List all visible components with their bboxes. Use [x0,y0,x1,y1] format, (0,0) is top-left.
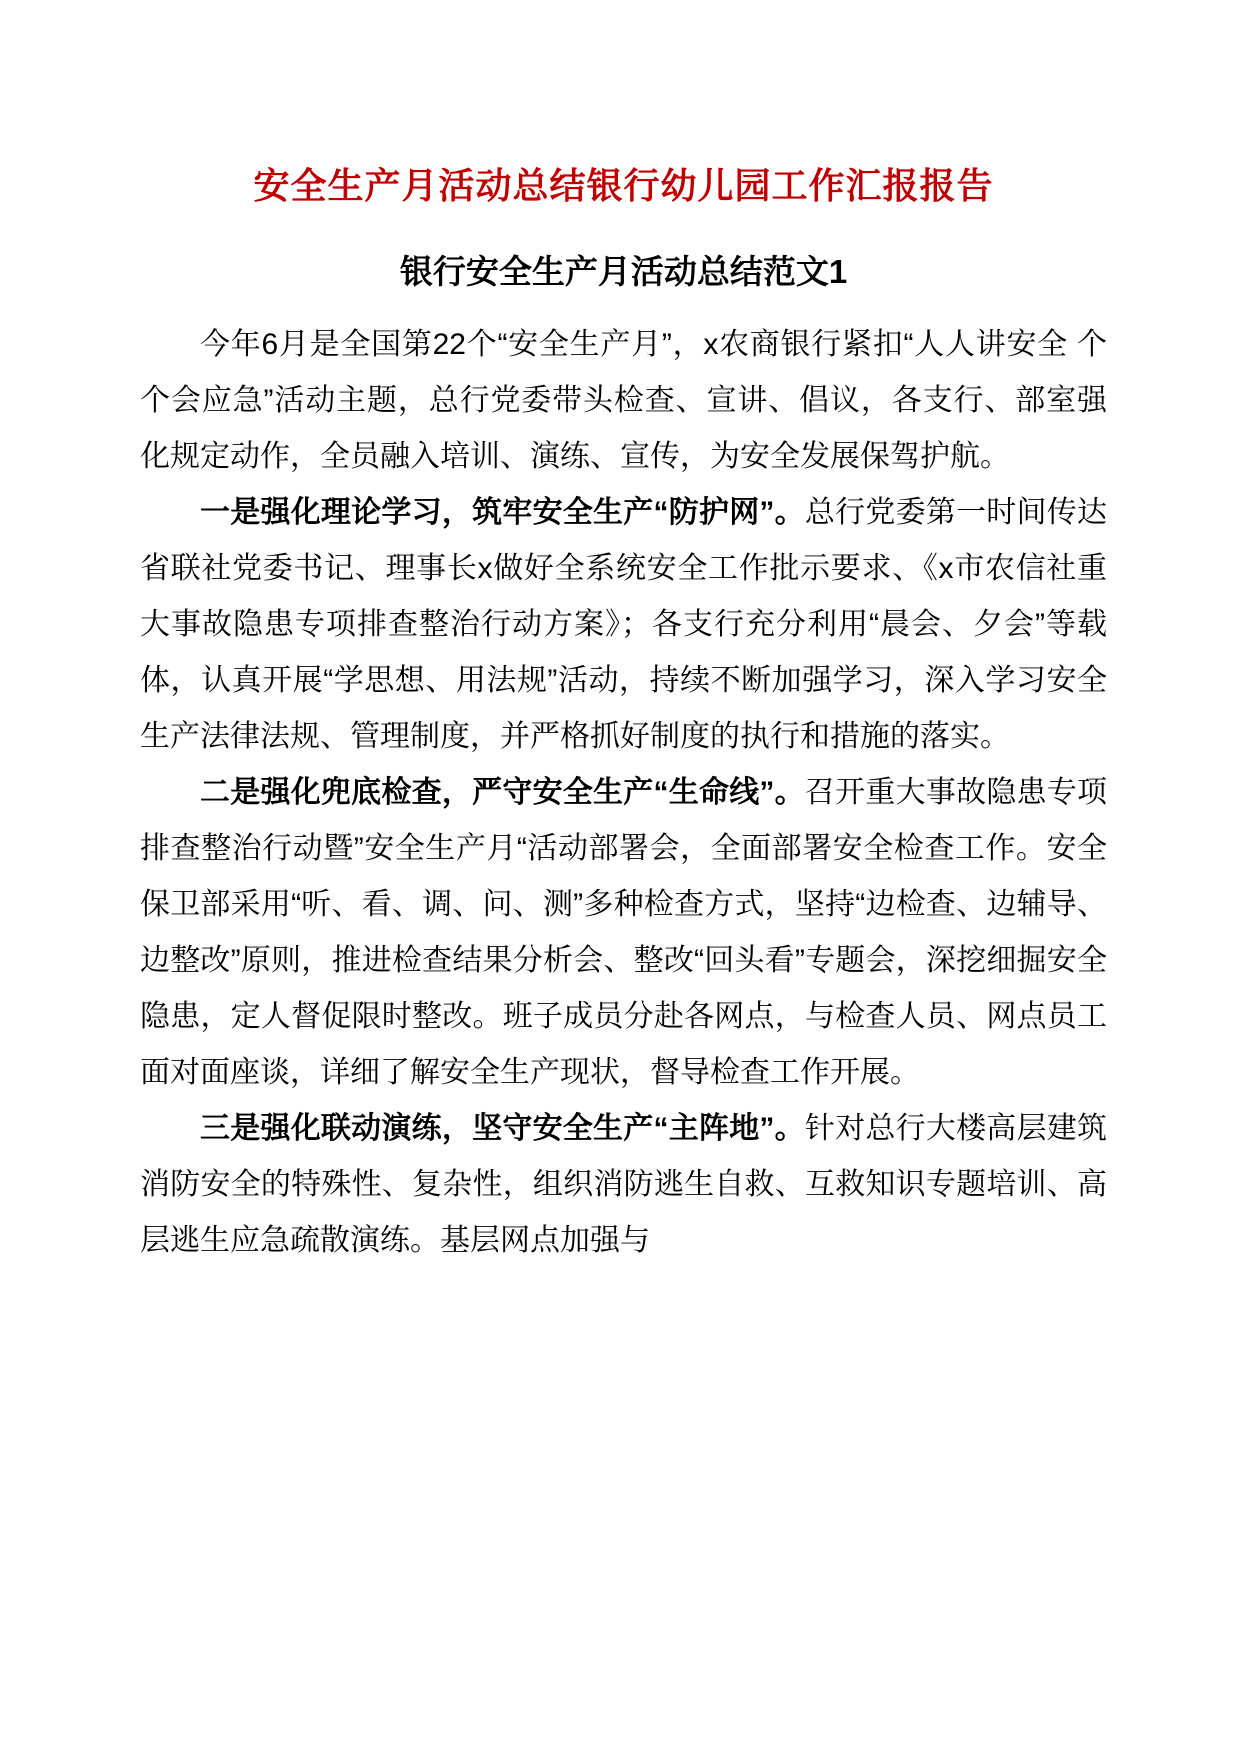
paragraph-point-1 [140,485,1107,765]
paragraph-lead: 三是强化联动演练，坚守安全生产“主阵地”。 [200,1112,805,1145]
paragraph-intro [140,317,1107,485]
paragraph-text: 针对总行大楼高层建筑消防安全的特殊性、复杂性，组织消防逃生自救、互救知识专题培训、高层逃生应急疏散演练。基层网点加强与 [140,1112,1108,1257]
paragraph-lead: 二是强化兜底检查，严守安全生产“生命线”。 [200,776,805,809]
paragraph-point-3 [140,1101,1107,1269]
paragraph-lead: 一是强化理论学习，筑牢安全生产“防护网”。 [200,496,805,529]
paragraph-text: 召开重大事故隐患专项排查整治行动暨”安全生产月“活动部署会，全面部署安全检查工作。安全保卫部采用“听、看、调、问、测”多种检查方式，坚持“边检查、边辅导、边整改”原则，推进检查结果分析会、整改“回头看”专题会，深挖细掘安全隐患，定人督促限时整改。班子成员分赴各网点，与检查人员、网点员工面对面座谈，详细了解安全生产现状，督导检查工作开展。 [140,776,1108,1089]
document-body [140,317,1107,1269]
page-subtitle: 银行安全生产月活动总结范文1 [399,253,848,290]
paragraph-point-2 [140,765,1107,1101]
paragraph-text: 今年6月是全国第22个“安全生产月”，x农商银行紧扣“人人讲安全 个个会应急”活动主题，总行党委带头检查、宣讲、倡议，各支行、部室强化规定动作，全员融入培训、演练、宣传，为安全发展保驾护航。 [140,328,1107,473]
page-title: 安全生产月活动总结银行幼儿园工作汇报报告 [253,165,994,206]
paragraph-text: 总行党委第一时间传达省联社党委书记、理事长x做好全系统安全工作批示要求、《x市农信社重大事故隐患专项排查整治行动方案》；各支行充分利用“晨会、夕会”等载体，认真开展“学思想、用法规”活动，持续不断加强学习，深入学习安全生产法律法规、管理制度，并严格抓好制度的执行和措施的落实。 [140,496,1108,753]
